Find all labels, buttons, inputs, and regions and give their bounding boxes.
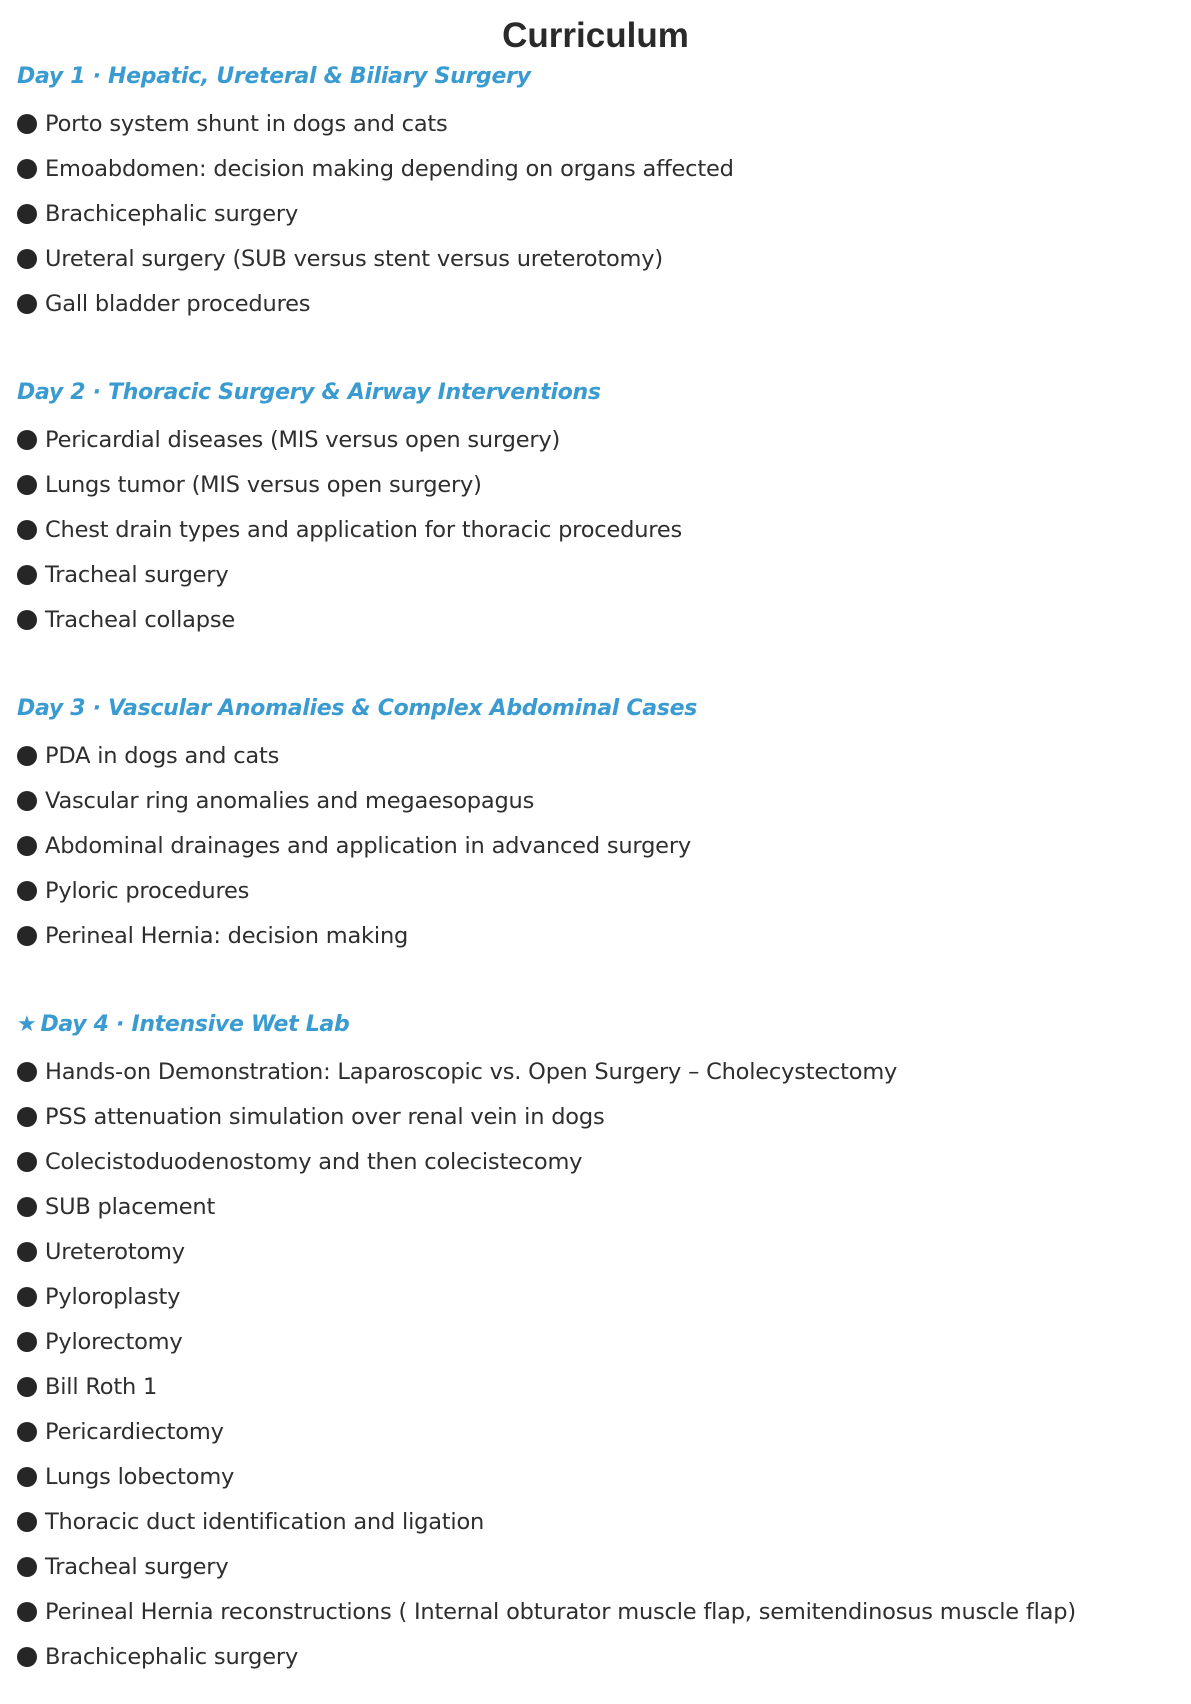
bullet-icon xyxy=(17,1422,37,1442)
list-item-text: Perineal Hernia: decision making xyxy=(45,922,409,949)
bullet-icon xyxy=(17,430,37,450)
item-list xyxy=(17,417,1177,642)
list-item-text: Brachicephalic surgery xyxy=(45,1643,299,1670)
list-item xyxy=(17,236,1177,281)
bullet-icon xyxy=(17,1512,37,1532)
item-list xyxy=(17,1049,1177,1679)
list-item xyxy=(17,1454,1177,1499)
list-item xyxy=(17,417,1177,462)
bullet-icon xyxy=(17,204,37,224)
section-heading: Day 1 · Hepatic, Ureteral & Biliary Surgery xyxy=(17,64,531,89)
list-item-text: Pyloroplasty xyxy=(45,1283,181,1310)
bullet-icon xyxy=(17,1197,37,1217)
item-list xyxy=(17,101,1177,326)
list-item-text: Abdominal drainages and application in advanced surgery xyxy=(45,832,691,859)
bullet-icon xyxy=(17,565,37,585)
list-item xyxy=(17,1184,1177,1229)
list-item-text: Colecistoduodenostomy and then colecistecomy xyxy=(45,1148,583,1175)
list-item xyxy=(17,1274,1177,1319)
bullet-icon xyxy=(17,1647,37,1667)
list-item-text: SUB placement xyxy=(45,1193,216,1220)
list-item xyxy=(17,1139,1177,1184)
list-item xyxy=(17,552,1177,597)
list-item-text: Lungs lobectomy xyxy=(45,1463,235,1490)
list-item xyxy=(17,146,1177,191)
list-item xyxy=(17,1094,1177,1139)
list-item-text: Pericardial diseases (MIS versus open surgery) xyxy=(45,426,561,453)
list-item xyxy=(17,778,1177,823)
list-item-text: Bill Roth 1 xyxy=(45,1373,158,1400)
list-item-text: PSS attenuation simulation over renal vein in dogs xyxy=(45,1103,605,1130)
bullet-icon xyxy=(17,1242,37,1262)
list-item-text: Pylorectomy xyxy=(45,1328,183,1355)
bullet-icon xyxy=(17,746,37,766)
list-item-text: Ureteral surgery (SUB versus stent versus ureterotomy) xyxy=(45,245,663,272)
list-item-text: Vascular ring anomalies and megaesopagus xyxy=(45,787,535,814)
list-item xyxy=(17,823,1177,868)
page-title: Curriculum xyxy=(502,16,689,55)
bullet-icon xyxy=(17,1107,37,1127)
list-item xyxy=(17,1319,1177,1364)
list-item xyxy=(17,733,1177,778)
list-item xyxy=(17,1049,1177,1094)
bullet-icon xyxy=(17,1557,37,1577)
list-item xyxy=(17,1544,1177,1589)
section-heading-text: Day 4 · Intensive Wet Lab xyxy=(40,1012,350,1037)
section-day-1 xyxy=(17,62,1177,326)
list-item-text: Pericardiectomy xyxy=(45,1418,224,1445)
item-list xyxy=(17,733,1177,958)
bullet-icon xyxy=(17,926,37,946)
bullet-icon xyxy=(17,1602,37,1622)
section-day-4 xyxy=(17,1010,1177,1679)
section-day-2 xyxy=(17,378,1177,642)
list-item-text: PDA in dogs and cats xyxy=(45,742,280,769)
list-item xyxy=(17,507,1177,552)
list-item-text: Hands-on Demonstration: Laparoscopic vs. Open Surgery – Cholecystectomy xyxy=(45,1058,898,1085)
list-item xyxy=(17,1364,1177,1409)
bullet-icon xyxy=(17,1332,37,1352)
bullet-icon xyxy=(17,610,37,630)
bullet-icon xyxy=(17,1062,37,1082)
section-day-3 xyxy=(17,694,1177,958)
section-heading xyxy=(17,1010,1177,1040)
list-item xyxy=(17,913,1177,958)
bullet-icon xyxy=(17,114,37,134)
bullet-icon xyxy=(17,520,37,540)
bullet-icon xyxy=(17,881,37,901)
list-item-text: Tracheal collapse xyxy=(45,606,236,633)
bullet-icon xyxy=(17,475,37,495)
list-item xyxy=(17,1634,1177,1679)
list-item xyxy=(17,101,1177,146)
list-item-text: Gall bladder procedures xyxy=(45,290,311,317)
bullet-icon xyxy=(17,1152,37,1172)
bullet-icon xyxy=(17,249,37,269)
list-item xyxy=(17,462,1177,507)
list-item-text: Tracheal surgery xyxy=(45,561,229,588)
list-item xyxy=(17,1229,1177,1274)
list-item-text: Porto system shunt in dogs and cats xyxy=(45,110,448,137)
section-heading: Day 2 · Thoracic Surgery & Airway Interventions xyxy=(17,380,601,405)
bullet-icon xyxy=(17,836,37,856)
bullet-icon xyxy=(17,294,37,314)
list-item xyxy=(17,1589,1177,1634)
bullet-icon xyxy=(17,1287,37,1307)
list-item-text: Emoabdomen: decision making depending on organs affected xyxy=(45,155,734,182)
list-item xyxy=(17,191,1177,236)
list-item-text: Tracheal surgery xyxy=(45,1553,229,1580)
list-item-text: Ureterotomy xyxy=(45,1238,185,1265)
bullet-icon xyxy=(17,159,37,179)
bullet-icon xyxy=(17,1377,37,1397)
list-item xyxy=(17,868,1177,913)
list-item-text: Perineal Hernia reconstructions ( Internal obturator muscle flap, semitendinosus muscle flap) xyxy=(45,1598,1076,1625)
list-item xyxy=(17,1409,1177,1454)
list-item-text: Thoracic duct identification and ligation xyxy=(45,1508,485,1535)
list-item-text: Brachicephalic surgery xyxy=(45,200,299,227)
list-item xyxy=(17,281,1177,326)
section-heading: Day 3 · Vascular Anomalies & Complex Abdominal Cases xyxy=(17,696,698,721)
bullet-icon xyxy=(17,1467,37,1487)
star-icon: ★ xyxy=(17,1012,37,1037)
list-item-text: Lungs tumor (MIS versus open surgery) xyxy=(45,471,482,498)
list-item xyxy=(17,597,1177,642)
list-item xyxy=(17,1499,1177,1544)
list-item-text: Pyloric procedures xyxy=(45,877,250,904)
bullet-icon xyxy=(17,791,37,811)
list-item-text: Chest drain types and application for thoracic procedures xyxy=(45,516,682,543)
